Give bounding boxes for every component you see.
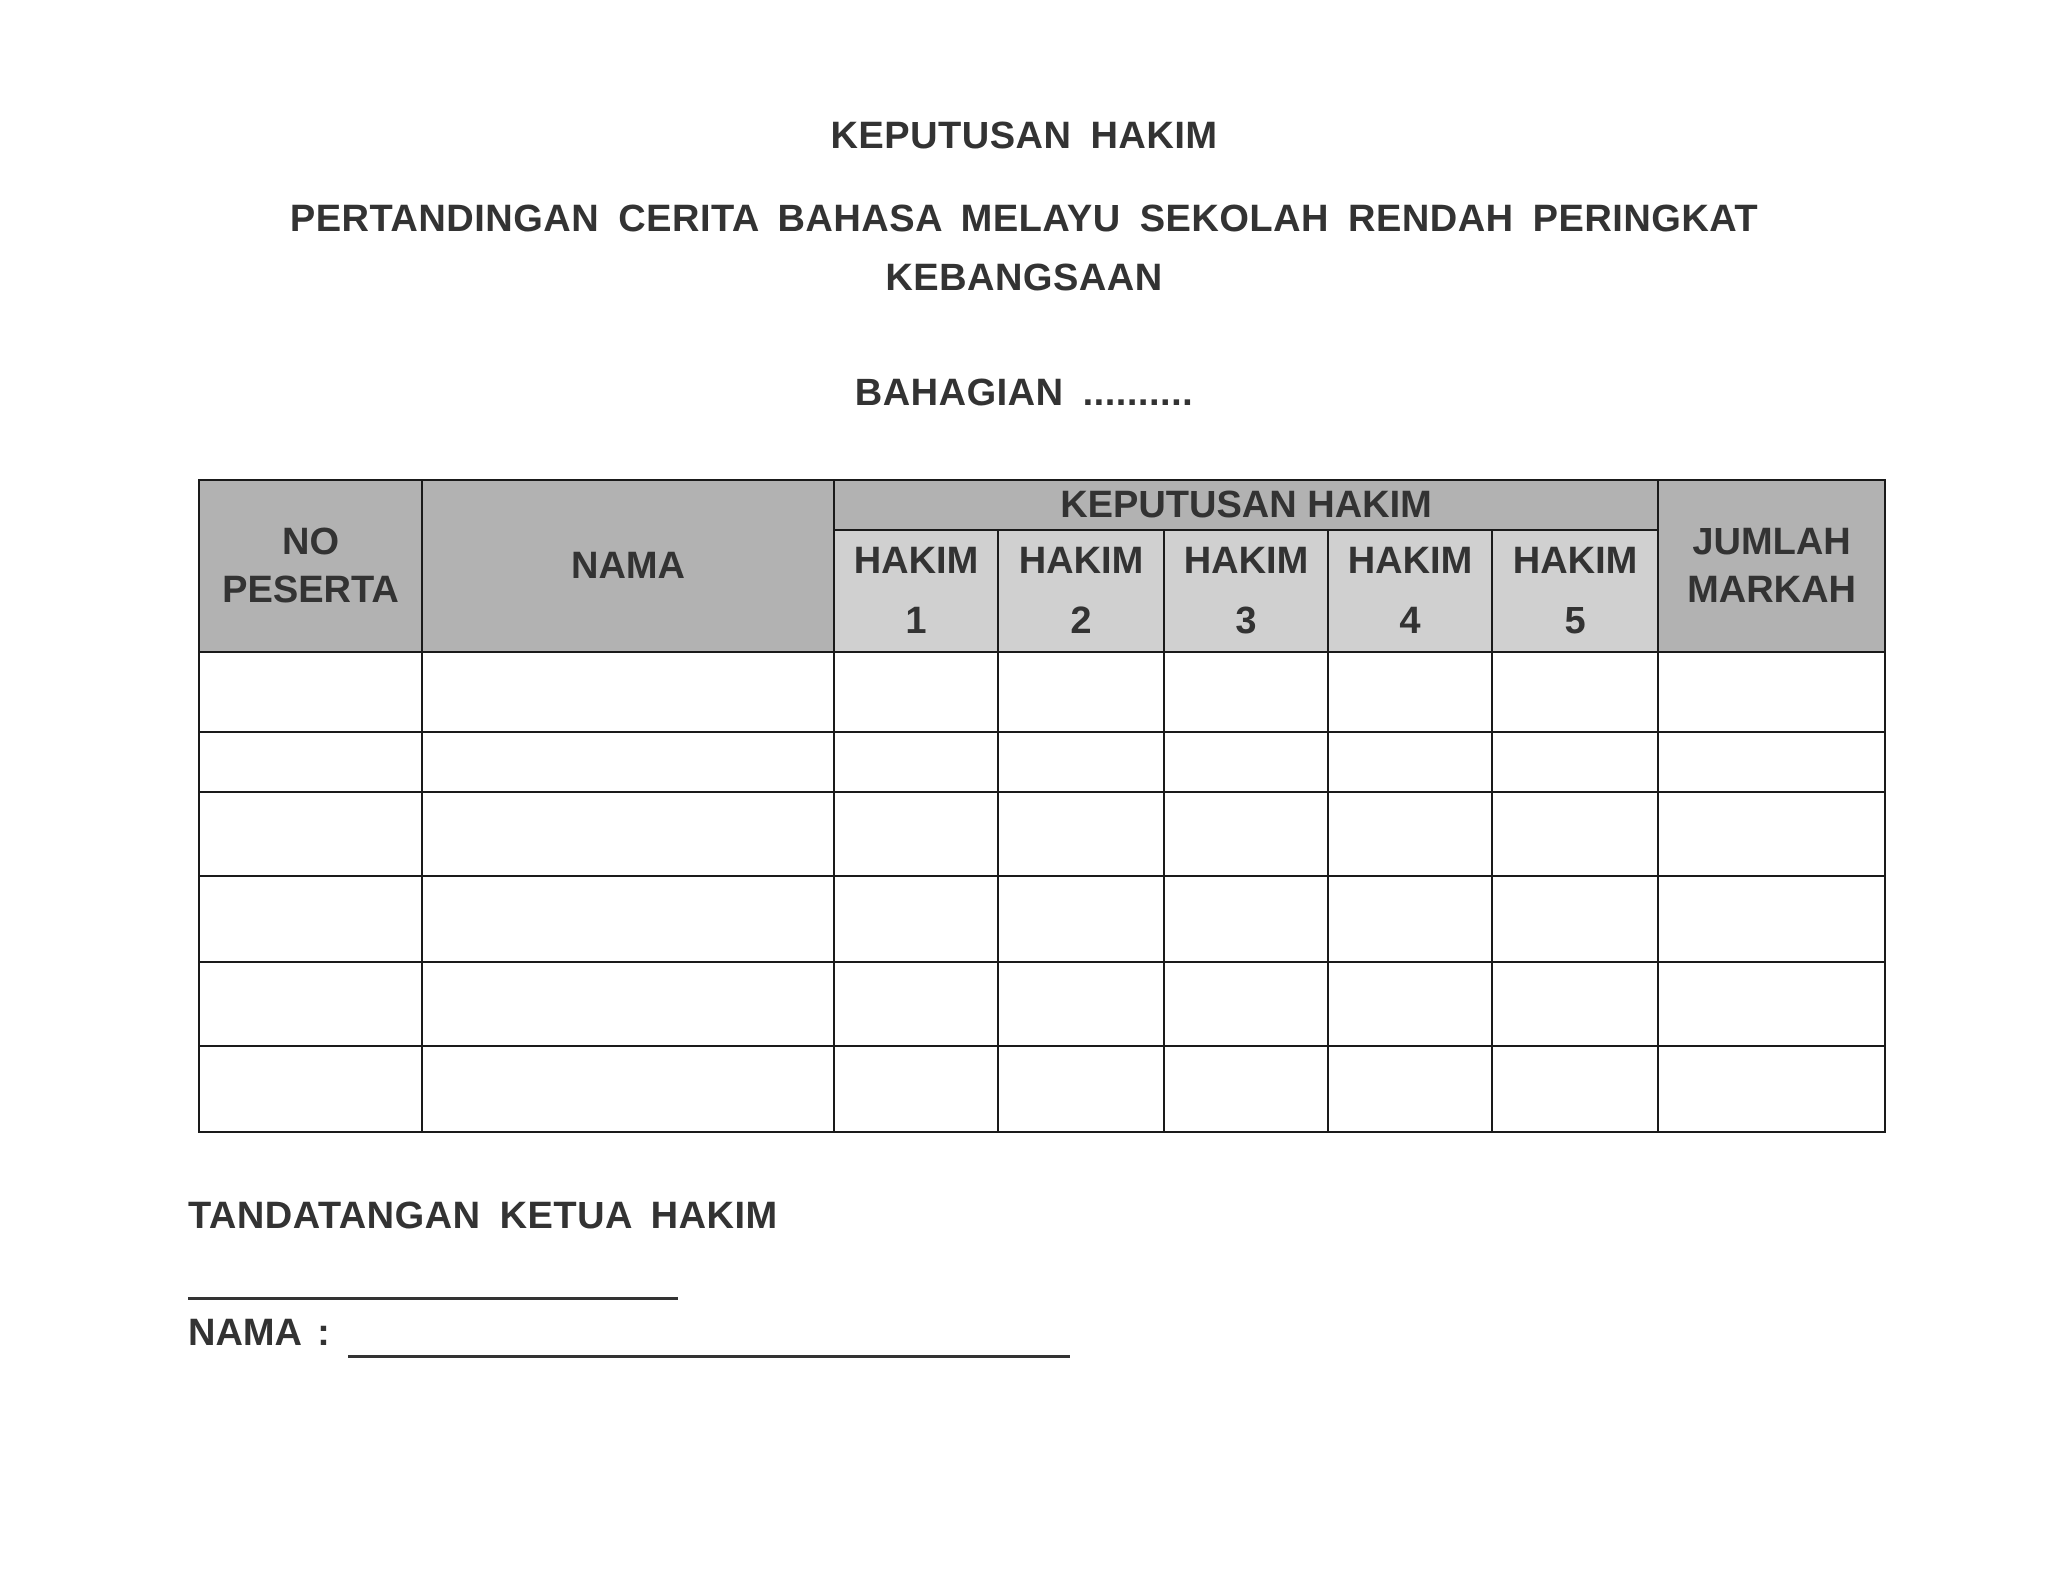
cell-hakim-5[interactable] (1492, 962, 1658, 1046)
cell-hakim-5[interactable] (1492, 792, 1658, 876)
cell-hakim-3[interactable] (1164, 876, 1328, 962)
cell-nama[interactable] (422, 732, 834, 792)
table-row (199, 732, 1885, 792)
cell-jumlah-markah[interactable] (1658, 792, 1885, 876)
header-no-peserta-line-2: PESERTA (222, 569, 399, 611)
judging-table (198, 479, 1886, 1133)
cell-hakim-3[interactable] (1164, 652, 1328, 732)
header-hakim-4-number: 4 (1399, 600, 1421, 642)
header-hakim-1-number: 1 (905, 600, 927, 642)
header-hakim-4-word: HAKIM (1347, 540, 1473, 582)
cell-jumlah-markah[interactable] (1658, 876, 1885, 962)
header-jumlah-markah-line-2: MARKAH (1687, 569, 1856, 611)
header-no-peserta (199, 480, 422, 652)
cell-hakim-1[interactable] (834, 962, 998, 1046)
cell-hakim-3[interactable] (1164, 792, 1328, 876)
cell-no-peserta[interactable] (199, 1046, 422, 1132)
cell-hakim-3[interactable] (1164, 1046, 1328, 1132)
table-row (199, 652, 1885, 732)
cell-hakim-2[interactable] (998, 732, 1164, 792)
cell-hakim-4[interactable] (1328, 962, 1492, 1046)
cell-hakim-5[interactable] (1492, 652, 1658, 732)
header-keputusan-hakim: KEPUTUSAN HAKIM (834, 480, 1658, 530)
document-subtitle-line-2: KEBANGSAAN (885, 257, 1163, 299)
cell-hakim-4[interactable] (1328, 652, 1492, 732)
cell-no-peserta[interactable] (199, 876, 422, 962)
signature-label: TANDATANGAN KETUA HAKIM (188, 1195, 778, 1237)
cell-hakim-2[interactable] (998, 876, 1164, 962)
cell-hakim-4[interactable] (1328, 792, 1492, 876)
header-hakim-3-number: 3 (1235, 600, 1257, 642)
cell-hakim-2[interactable] (998, 962, 1164, 1046)
cell-hakim-5[interactable] (1492, 876, 1658, 962)
header-hakim-4 (1328, 530, 1492, 652)
cell-hakim-1[interactable] (834, 876, 998, 962)
cell-hakim-3[interactable] (1164, 732, 1328, 792)
table-row (199, 876, 1885, 962)
signature-line[interactable] (188, 1297, 678, 1300)
cell-no-peserta[interactable] (199, 652, 422, 732)
cell-hakim-4[interactable] (1328, 876, 1492, 962)
cell-jumlah-markah[interactable] (1658, 652, 1885, 732)
cell-no-peserta[interactable] (199, 792, 422, 876)
cell-hakim-1[interactable] (834, 652, 998, 732)
cell-nama[interactable] (422, 876, 834, 962)
cell-hakim-1[interactable] (834, 732, 998, 792)
header-hakim-1-word: HAKIM (853, 540, 979, 582)
cell-hakim-1[interactable] (834, 1046, 998, 1132)
header-jumlah-markah (1658, 480, 1885, 652)
cell-hakim-5[interactable] (1492, 1046, 1658, 1132)
header-hakim-3-word: HAKIM (1183, 540, 1309, 582)
cell-jumlah-markah[interactable] (1658, 1046, 1885, 1132)
cell-nama[interactable] (422, 792, 834, 876)
cell-hakim-2[interactable] (998, 652, 1164, 732)
header-hakim-2-word: HAKIM (1018, 540, 1144, 582)
cell-hakim-1[interactable] (834, 792, 998, 876)
header-hakim-5-number: 5 (1564, 600, 1586, 642)
cell-hakim-4[interactable] (1328, 732, 1492, 792)
header-hakim-1 (834, 530, 998, 652)
header-hakim-5-word: HAKIM (1512, 540, 1638, 582)
header-hakim-3 (1164, 530, 1328, 652)
cell-jumlah-markah[interactable] (1658, 962, 1885, 1046)
cell-no-peserta[interactable] (199, 732, 422, 792)
header-jumlah-markah-line-1: JUMLAH (1692, 521, 1851, 563)
table-row (199, 962, 1885, 1046)
name-field-line[interactable] (348, 1355, 1070, 1358)
cell-hakim-4[interactable] (1328, 1046, 1492, 1132)
header-hakim-2-number: 2 (1070, 600, 1092, 642)
document-subtitle-line-1: PERTANDINGAN CERITA BAHASA MELAYU SEKOLAH RENDAH PERINGKAT (289, 198, 1759, 240)
cell-nama[interactable] (422, 652, 834, 732)
header-no-peserta-line-1: NO (282, 521, 339, 563)
cell-no-peserta[interactable] (199, 962, 422, 1046)
name-label: NAMA : (188, 1312, 330, 1354)
cell-nama[interactable] (422, 962, 834, 1046)
cell-hakim-2[interactable] (998, 1046, 1164, 1132)
header-nama: NAMA (422, 480, 834, 652)
cell-hakim-2[interactable] (998, 792, 1164, 876)
cell-jumlah-markah[interactable] (1658, 732, 1885, 792)
cell-hakim-3[interactable] (1164, 962, 1328, 1046)
document-title: KEPUTUSAN HAKIM (830, 115, 1218, 157)
cell-hakim-5[interactable] (1492, 732, 1658, 792)
header-hakim-5 (1492, 530, 1658, 652)
cell-nama[interactable] (422, 1046, 834, 1132)
table-row (199, 1046, 1885, 1132)
table-row (199, 792, 1885, 876)
header-hakim-2 (998, 530, 1164, 652)
section-label: BAHAGIAN .......... (854, 372, 1194, 414)
